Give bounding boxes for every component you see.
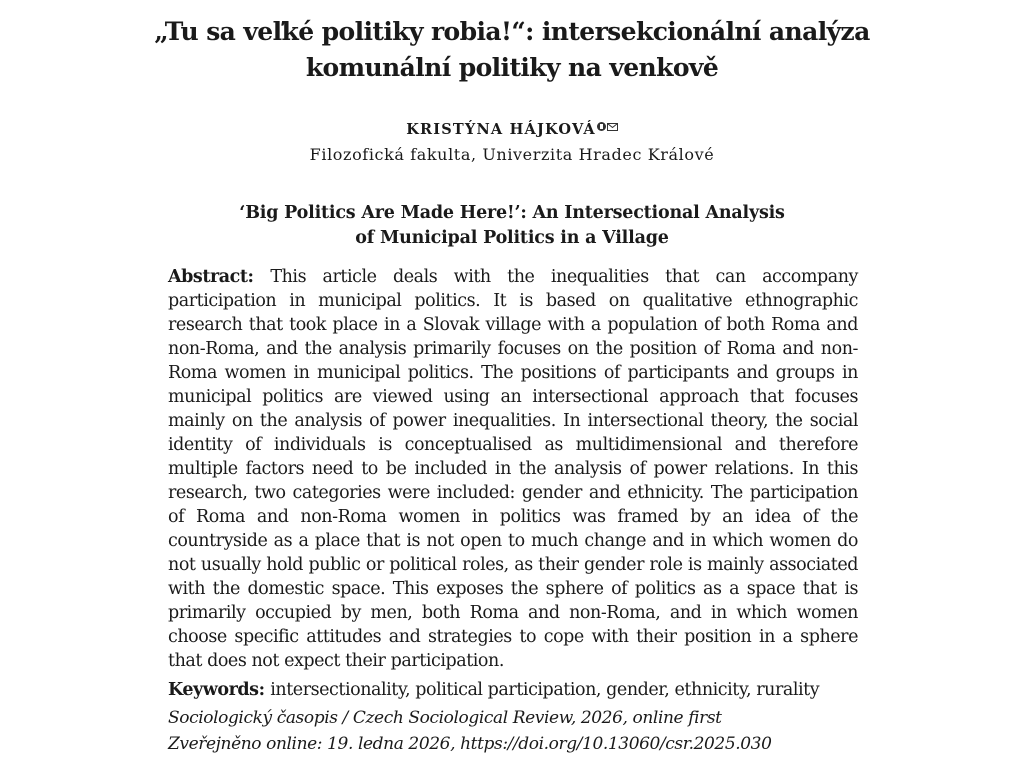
journal-citation: Sociologický časopis / Czech Sociological Review, 2026, online first (168, 708, 722, 728)
article-title-line-2: komunální politiky na venkově (305, 53, 719, 82)
article-title-line-1: „Tu sa veľké politiky robia!“: intersekcionální analýza (154, 17, 870, 46)
author-name: KRISTÝNA HÁJKOVÁ (406, 121, 596, 138)
abstract-label: Abstract: (168, 267, 271, 287)
keywords (168, 678, 868, 702)
abstract-text: This article deals with the inequalities that can accompany participation in municipal politics. It is based on qualitative ethnographic research that took place in a Slovak village with a population of both Roma and non-Roma, and the analysis primarily focuses on the position of Roma and non-Roma women in municipal politics. The positions of participants and groups in municipal politics are viewed using an intersectional approach that focuses mainly on the analysis of power inequalities. In intersectional theory, the social identity of individuals is conceptualised as multidimensional and therefore multiple factors need to be included in the analysis of power relations. In this research, two categories were included: gender and ethnicity. The participation of Roma and non-Roma women in politics was framed by an idea of the countryside as a place that is not open to much change and in which women do not usually hold public or political roles, as their gender role is mainly associated with the domestic space. This exposes the sphere of politics as a space that is primarily occupied by men, both Roma and non-Roma, and in which women choose specific attitudes and strategies to cope with their position in a sphere that does not expect their participation. (168, 267, 858, 671)
author-affiliation: Filozofická fakulta, Univerzita Hradec Králové (309, 145, 715, 164)
orcid-icon[interactable] (597, 122, 606, 131)
english-title (130, 201, 894, 251)
author-line (0, 121, 1024, 138)
abstract (168, 265, 858, 673)
keywords-text: intersectionality, political participation, gender, ethnicity, rurality (270, 680, 820, 700)
article-title (130, 14, 894, 86)
english-title-line-1: ‘Big Politics Are Made Here!’: An Intersectional Analysis (239, 203, 785, 223)
publication-info: Zveřejněno online: 19. ledna 2026, https://doi.org/10.13060/csr.2025.030 (168, 734, 772, 754)
keywords-label: Keywords: (168, 680, 271, 700)
english-title-line-2: of Municipal Politics in a Village (355, 228, 669, 248)
mail-icon[interactable] (607, 123, 618, 131)
